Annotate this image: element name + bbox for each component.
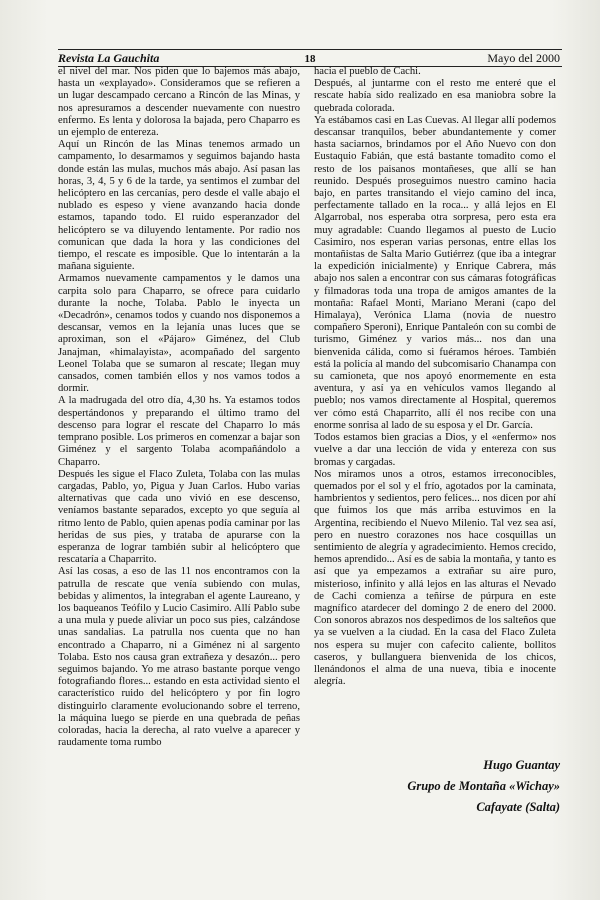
paragraph: Así las cosas, a eso de las 11 nos encontramos con la patrulla de rescate que venía subiendo con mulas, bebidas y alimentos, la integraban el agente Laureano, y los baqueanos Teófilo y Lucio Casimiro. Allí Pablo sube a una mula y puede aliviar un poco sus pies, calzándose unas sandalias. La patrulla nos cuenta que no han encontrado a Chaparro, ni a Giménez ni al sargento Tolaba. Esto nos causa gran extrañeza y desazón... pero seguimos bajando. Yo me atraso bastante porque vengo fotografiando flores... estando en esta actividad siento el característico ruido del helicóptero y por fin logro distinguirlo claramente evolucionando sobre el terreno, la máquina luego se pierde en una quebrada de peñas coloradas, hacia la derecha, al rato vuelve a aparecer y raudamente toma rumbo (58, 566, 300, 749)
author-group: Grupo de Montaña «Wichay» (407, 779, 560, 793)
paragraph: el nivel del mar. Nos piden que lo bajemos más abajo, hasta un «explayado». Consideramos que se refieren a un lugar descampado cercano a Rincón de las Minas, y nos apresuramos a descender nuevamente con nuestro enfermo. Es lenta y dolorosa la bajada, pero Chaparro es un ejemplo de entereza. (58, 66, 300, 139)
paragraph: hacia el pueblo de Cachi. (314, 66, 421, 77)
paragraph: Todos estamos bien gracias a Dios, y el «enfermo» nos vuelve a dar una lección de vida y entereza con sus bromas y cargadas. (314, 432, 556, 468)
paragraph: Nos miramos unos a otros, estamos irreconocibles, quemados por el sol y el frío, agotados por la caminata, hambrientos y sedientos, pero felices... nos dicen por ahí que fuimos los que más arriba estuvimos en la Argentina, recibiendo el Nuevo Milenio. Tal vez sea así, pero en nuestro corazones nos hace cosquillas un sentimiento de alegría y agradecimiento. Hemos crecido, hemos aprendido... Así es de sabia la montaña, y tanto es así que ya empezamos a extrañar su aire puro, misterioso, infinito y allá lejos en las alturas el Nevado de Cachi comienza a teñirse de púrpura en este magnífico atardecer del domingo 2 de enero del 2000. Con sonoros abrazos nos despedimos de los salteños que ya se vuelven a la ciudad. En la casa del Flaco Zuleta nos espera su mujer con cafecito caliente, bollitos caseros, y bullanguera bienvenida de los chicos, llenándonos el alma de una nueva, tibia e inocente alegría. (314, 468, 556, 688)
issue-date: Mayo del 2000 (487, 51, 560, 65)
paragraph: Después les sigue el Flaco Zuleta, Tolaba con las mulas cargadas, Pablo, yo, Pigua y Juan Carlos. Hubo varias alternativas que cada uno vivió en ese descenso, veníamos bastante separados, excepto yo que seguía al ritmo lento de Pablo, quien apenas podía caminar por las heridas de sus pies, y trataba de apurarse con la esperanza de lograr también subir al helicóptero que rescataría a Chaparrito. (58, 468, 300, 566)
paragraph: Aquí un Rincón de las Minas tenemos armado un campamento, lo desarmamos y seguimos bajando hasta donde están las mulas, muchos más abajo. Así pasan las horas, 3, 4, 5 y 6 de la tarde, ya sentimos el zumbar del helicóptero en las cercanías, pero desde el valle abajo el nublado es espeso y viene avanzando hacia donde estamos, tapando todo. El ruido esperanzador del helicóptero se va diluyendo lentamente. Por radio nos comunican que dada la hora y las condiciones del tiempo, el rescate es imposible. Que lo intentarán a la mañana siguiente. (58, 139, 300, 273)
page-number: 18 (304, 53, 316, 65)
author-name: Hugo Guantay (483, 758, 560, 772)
paragraph: A la madrugada del otro día, 4,30 hs. Ya estamos todos despertándonos y preparando el último tramo del descenso para lograr el rescate del Chaparro lo más temprano posible. Los primeros en comenzar a bajar son Giménez y el sargento Tolaba acompañándolo a Chaparro. (58, 395, 300, 468)
left-column (58, 66, 300, 826)
article-body (58, 66, 562, 826)
author-place: Cafayate (Salta) (476, 800, 560, 814)
magazine-title: Revista La Gauchita (58, 51, 160, 65)
paragraph: Después, al juntarme con el resto me enteré que el rescate había sido realizado en esa maniobra sobre la quebrada colorada. (314, 78, 556, 114)
page-header (58, 49, 562, 67)
paragraph: Ya estábamos casi en Las Cuevas. Al llegar allí podemos descansar tranquilos, beber abundantemente y comer hasta saciarnos, brindamos por el Año Nuevo con don Eustaquio Fabián, que está bastante tomadito como el resto de los paisanos montañeses, que allí se han reunido. Después proseguimos nuestro camino hacia bajo, en partes transitando el viejo camino del inca, perfectamente tallado en la roca... y allá lejos en El Algarrobal, nos esperaba otra sorpresa, pero esta era muy agradable: Cuando llegamos al puesto de Lucio Casimiro, nos esperan varias personas, entre ellas los montañistas de Salta Mario Gutiérrez (que iba a integrar la expedición inicialmente) y Enrique Cabrera, más abajo nos salen a encontrar con sus cámaras fotográficas y filmadoras toda una tropa de amigos amantes de la montaña: Rafael Monti, Mariano Merani (capo del Himalaya), Verónica Llama (novia de nuestro compañero Speroni), Enrique Pantaleón con su combi de turismo, Giménez y varios más... nos dan una bienvenida cálida, como si fuéramos héroes. También está la policía al mando del subcomisario Chanampa con su camioneta, que nos apoyó enormemente en esta aventura, y así ya en vehículos vamos llegando al pueblo; nos vamos directamente al Hospital, queremos ver cómo está Chaparrito, allí él nos recibe con una enorme sonrisa al lado de su esposa y el Dr. García. (314, 114, 556, 431)
right-column (314, 66, 556, 826)
author-signature (300, 755, 560, 818)
paragraph: Armamos nuevamente campamentos y le damos una carpita solo para Chaparro, se ofrece para cuidarlo durante la noche, Tolaba. Pablo le inyecta un «Decadrón», cenamos todos y cuando nos disponemos a descansar, vemos en la lejanía unas luces que se aproximan, son el «Pájaro» Giménez, del Club Janajman, «himalayista», acompañado del sargento Leonel Tolaba que se sumaron al rescate; llegan muy cansados, comen también ellos y nos vamos todos a dormir. (58, 273, 300, 395)
